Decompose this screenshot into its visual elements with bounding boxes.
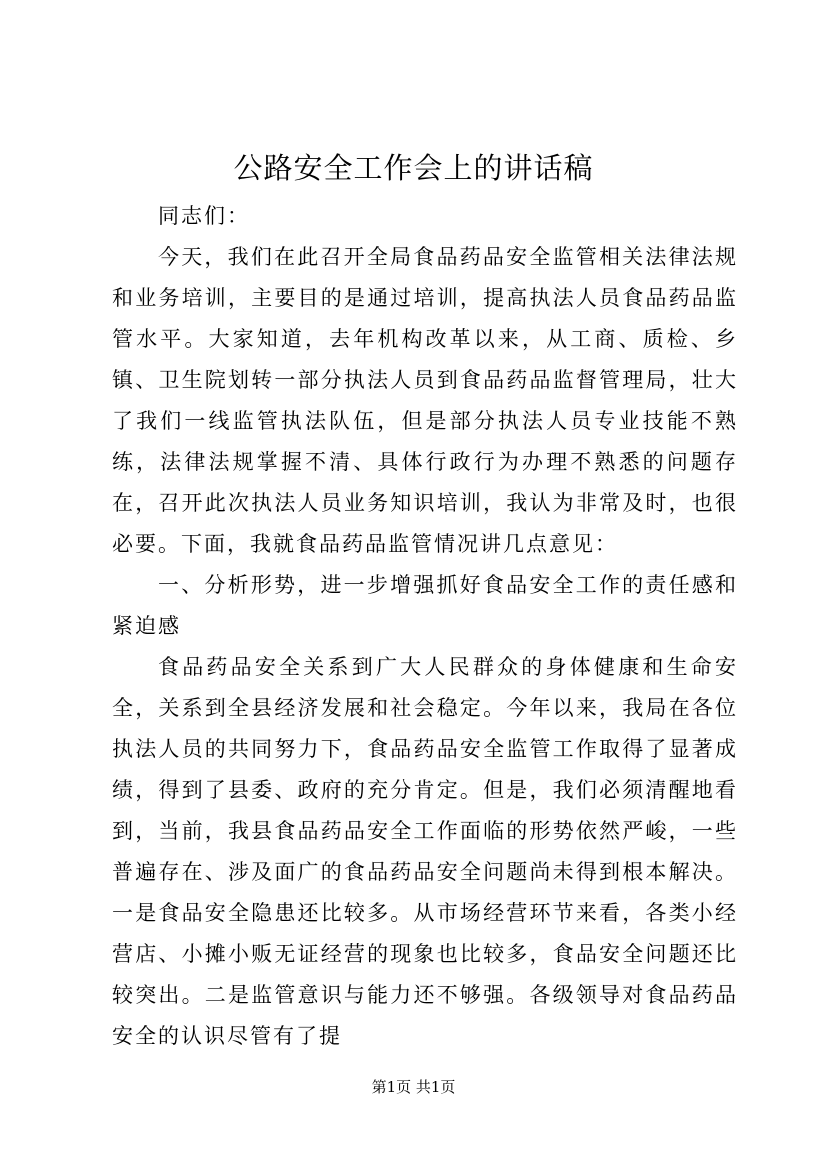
salutation: 同志们：	[158, 204, 250, 228]
paragraph-intro: 今天，我们在此召开全局食品药品安全监管相关法律法规和业务培训，主要目的是通过培训，提高执法人员食品药品监管水平。大家知道，去年机构改革以来，从工商、质检、乡镇、卫生院划转一部分执法人员到食品药品监督管理局，壮大了我们一线监管执法队伍，但是部分执法人员专业技能不熟练，法律法规掌握不清、具体行政行为办理不熟悉的问题存在，召开此次执法人员业务知识培训，我认为非常及时，也很必要。下面，我就食品药品监管情况讲几点意见：	[112, 245, 738, 556]
section-heading-1: 一、分析形势，进一步增强抓好食品安全工作的责任感和紧迫感	[112, 573, 738, 638]
page-footer: 第1页 共1页	[371, 1078, 456, 1096]
document-title: 公路安全工作会上的讲话稿	[233, 151, 594, 185]
paragraph-situation: 食品药品安全关系到广大人民群众的身体健康和生命安全，关系到全县经济发展和社会稳定。今年以来，我局在各位执法人员的共同努力下，食品药品安全监管工作取得了显著成绩，得到了县委、政府的充分肯定。但是，我们必须清醒地看到，当前，我县食品药品安全工作面临的形势依然严峻，一些普遍存在、涉及面广的食品药品安全问题尚未得到根本解决。一是食品安全隐患还比较多。从市场经营环节来看，各类小经营店、小摊小贩无证经营的现象也比较多，食品安全问题还比较突出。二是监管意识与能力还不够强。各级领导对食品药品安全的认识尽管有了提	[112, 655, 738, 1048]
document-body	[112, 196, 738, 1057]
